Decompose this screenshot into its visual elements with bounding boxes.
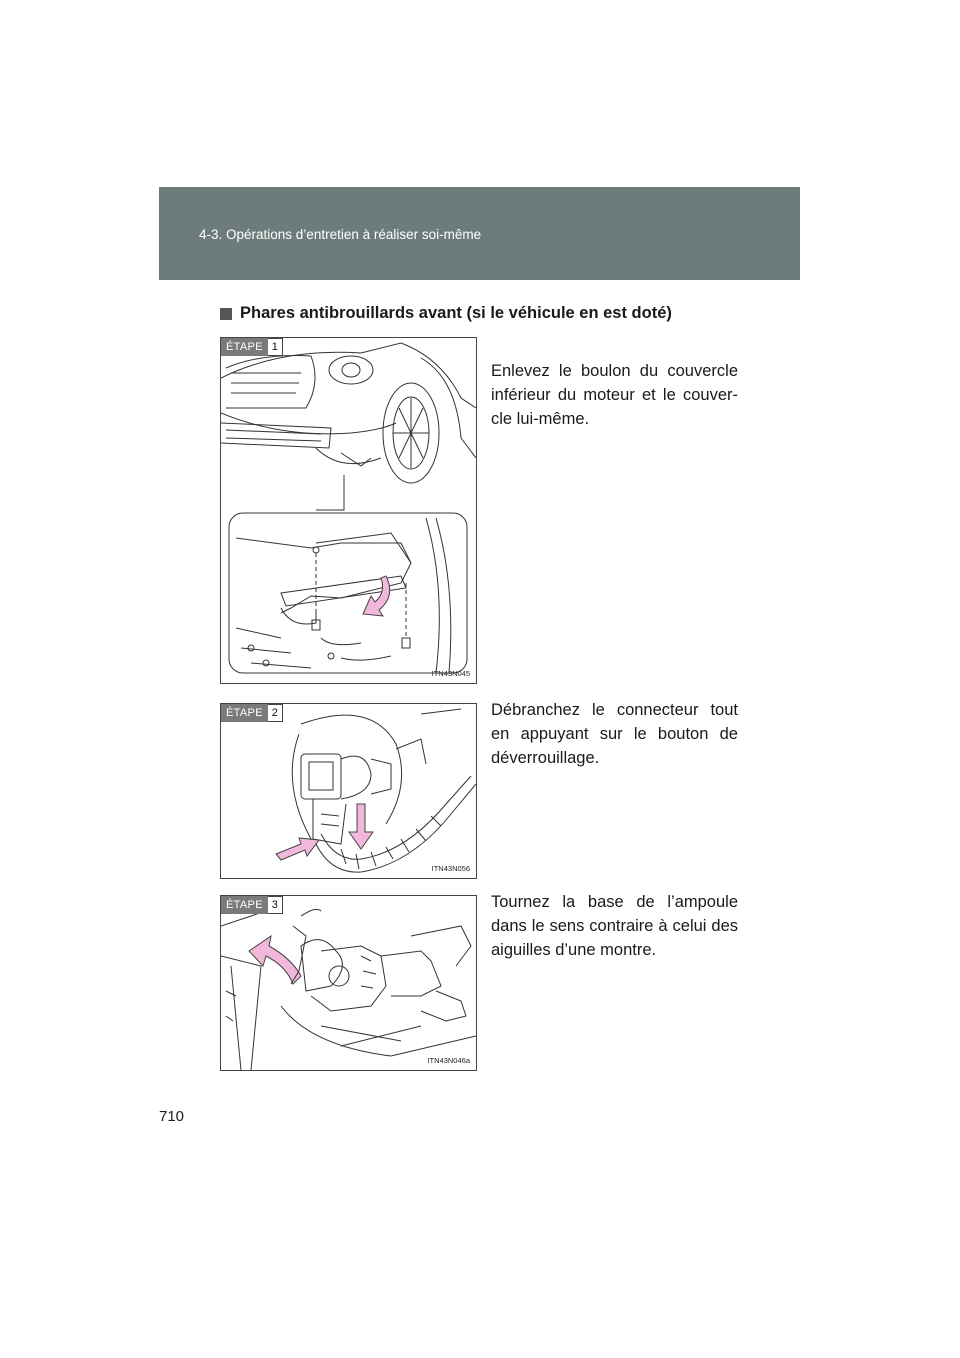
figure-step-2: [220, 703, 477, 879]
page-number: 710: [159, 1108, 185, 1125]
illustration-bulb-base: [221, 896, 476, 1070]
step-badge-number: 2: [268, 704, 283, 722]
step-badge-label: ÉTAPE: [221, 704, 268, 722]
section-title-text: Phares antibrouillards avant (si le véhicule en est doté): [240, 304, 672, 322]
step-badge-label: ÉTAPE: [221, 896, 268, 914]
figure-code: ITN43N045: [431, 669, 470, 678]
step-badge: [221, 896, 283, 914]
figure-step-1: [220, 337, 477, 684]
pull-down-arrow: [349, 804, 373, 849]
step-2-text: Débranchez le connecteur tout en appuyant sur le bouton de déverrouillage.: [491, 701, 738, 767]
step-badge: [221, 338, 283, 356]
illustration-connector: [221, 704, 476, 878]
step-3-text: Tournez la base de l’ampoule dans le sens contraire à celui des aiguilles d’une montre.: [491, 893, 738, 959]
step-badge-number: 3: [268, 896, 283, 914]
section-header: 4-3. Opérations d’entretien à réaliser soi-même: [199, 227, 482, 242]
step-badge-label: ÉTAPE: [221, 338, 268, 356]
figure-code: ITN43N046a: [427, 1056, 470, 1065]
step-badge: [221, 704, 283, 722]
square-bullet-icon: [220, 308, 232, 320]
section-title: [220, 304, 672, 323]
step-1-text: Enlevez le boulon du couvercle inférieur du moteur et le couver-cle lui-même.: [491, 362, 738, 428]
rotate-arrow: [363, 576, 390, 616]
push-arrow: [276, 838, 319, 860]
header-band: [159, 187, 800, 280]
rotate-counterclockwise-arrow: [249, 936, 301, 984]
figure-step-3: [220, 895, 477, 1071]
step-badge-number: 1: [268, 338, 283, 356]
illustration-bumper-cover: [221, 338, 476, 683]
figure-code: ITN43N056: [431, 864, 470, 873]
